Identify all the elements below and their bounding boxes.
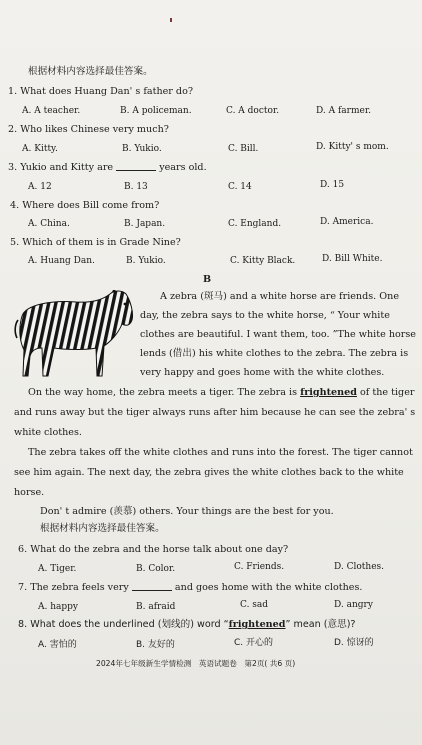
q8-option-d: D. 惊讶的 [334, 638, 374, 648]
question-4: 4. Where does Bill come from? [10, 200, 160, 211]
q4-option-d: D. America. [320, 217, 374, 227]
paragraph-3-line: see him again. The next day, the zebra gives the white clothes back to the white [14, 467, 404, 478]
q6-option-a: A. Tiger. [38, 564, 77, 574]
q1-option-b: B. A policeman. [120, 106, 192, 116]
q6-option-b: B. Color. [136, 564, 176, 574]
q4-option-a: A. China. [28, 219, 70, 229]
passage-line: clothes are beautiful. I want them, too. ”The white horse [140, 329, 416, 340]
section-b-heading: B [203, 274, 212, 285]
answer-blank [116, 170, 156, 171]
q7-option-c: C. sad [240, 600, 269, 610]
q3-option-b: B. 13 [124, 182, 148, 192]
paragraph-text: On the way home, the zebra meets a tiger. The zebra is [28, 387, 298, 398]
question-7-text-end: and goes home with the white clothes. [174, 582, 363, 593]
moral-line: Don' t admire (羡慕) others. Your things are the best for you. [40, 506, 334, 517]
passage-line: very happy and goes home with the white clothes. [140, 367, 385, 378]
zebra-illustration [14, 290, 138, 382]
passage-line: day, the zebra says to the white horse, “ Your white [140, 310, 390, 321]
page-footer: 2024年七年级新生学情检测 英语试题卷 第2页( 共6 页) [96, 659, 296, 668]
passage-line: A zebra (斑马) and a white horse are friends. One [160, 291, 400, 302]
q8-option-b: B. 友好的 [136, 640, 175, 650]
q6-option-c: C. Friends. [234, 562, 285, 572]
question-3-text-end: years old. [159, 162, 207, 173]
question-2: 2. Who likes Chinese very much? [8, 124, 169, 135]
question-6: 6. What do the zebra and the horse talk about one day? [18, 544, 289, 555]
passage-line: lends (借出) his white clothes to the zebra. The zebra is [140, 348, 409, 359]
q5-option-d: D. Bill White. [322, 254, 383, 264]
q7-option-d: D. angry [334, 600, 373, 610]
q3-option-c: C. 14 [228, 182, 252, 192]
q7-option-a: A. happy [38, 602, 78, 612]
q7-option-b: B. afraid [136, 602, 176, 612]
question-3-text: 3. Yukio and Kitty are [8, 162, 114, 173]
answer-blank [132, 590, 172, 591]
q5-option-c: C. Kitty Black. [230, 256, 296, 266]
q1-option-a: A. A teacher. [22, 106, 81, 116]
q2-option-c: C. Bill. [228, 144, 259, 154]
q3-option-a: A. 12 [28, 182, 52, 192]
section-b-instruction: 根据材料内容选择最佳答案。 [40, 523, 165, 534]
q8-option-a: A. 害怕的 [38, 640, 77, 650]
q2-option-a: A. Kitty. [22, 144, 58, 154]
question-7-text: 7. The zebra feels very [18, 582, 129, 593]
q4-option-c: C. England. [228, 219, 282, 229]
q3-option-d: D. 15 [320, 180, 345, 190]
paragraph-3-line: The zebra takes off the white clothes and runs into the forest. The tiger cannot [28, 447, 413, 458]
underlined-word: frightened [300, 387, 357, 398]
q6-option-d: D. Clothes. [334, 562, 385, 572]
paragraph-2-line: and runs away but the tiger always runs after him because he can see the zebra' s [14, 407, 416, 418]
q1-option-d: D. A farmer. [316, 106, 372, 116]
paragraph-2-line [28, 388, 414, 398]
q5-option-b: B. Yukio. [126, 256, 166, 266]
q8-option-c: C. 开心的 [234, 638, 274, 648]
q4-option-b: B. Japan. [124, 219, 166, 229]
paragraph-text: of the tiger [360, 387, 415, 398]
speck-mark [170, 18, 172, 22]
question-8-text: 8. What does the underlined (划线的) word “ [18, 619, 229, 630]
underlined-word: frightened [228, 619, 286, 630]
paragraph-3-line: horse. [14, 487, 45, 498]
question-7 [18, 583, 362, 593]
q2-option-b: B. Yukio. [122, 144, 162, 154]
question-8 [18, 620, 356, 630]
question-1: 1. What does Huang Dan' s father do? [8, 86, 193, 97]
section-a-instruction: 根据材料内容选择最佳答案。 [28, 66, 153, 77]
question-5: 5. Which of them is in Grade Nine? [10, 237, 181, 248]
question-3 [8, 163, 207, 173]
paragraph-2-line: white clothes. [14, 427, 82, 438]
q5-option-a: A. Huang Dan. [28, 256, 95, 266]
q1-option-c: C. A doctor. [226, 106, 280, 116]
q2-option-d: D. Kitty' s mom. [316, 142, 389, 152]
question-8-text-end: ” mean (意思)? [285, 619, 356, 630]
